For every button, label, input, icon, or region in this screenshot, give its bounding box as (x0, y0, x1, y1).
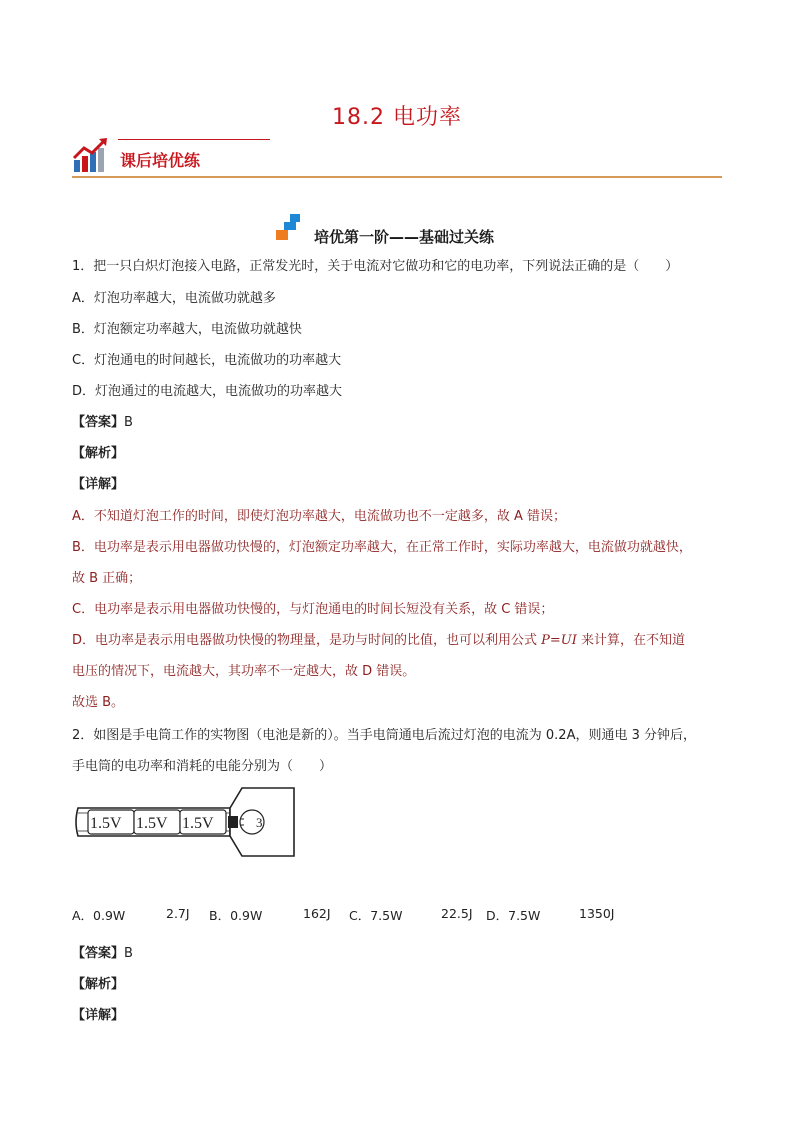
q1-option-b: B．灯泡额定功率越大，电流做功就越快 (72, 322, 302, 337)
q1-detail-d1: D．电功率是表示用电器做功快慢的物理量，是功与时间的比值，也可以利用公式 P=UI 来计算，在不知道 (72, 633, 686, 648)
q1-option-c: C．灯泡通电的时间越长，电流做功的功率越大 (72, 353, 342, 368)
q1-answer (72, 414, 133, 432)
section-banner (72, 134, 722, 180)
answer-value: B (124, 946, 133, 961)
page-title: 18.2 电功率 (332, 105, 462, 130)
cell-label-3: 1.5V (182, 815, 214, 832)
growth-chart-icon (72, 134, 112, 174)
formula: P=UI (541, 633, 577, 648)
answer-value: B (124, 415, 133, 430)
cell-label-1: 1.5V (90, 815, 122, 832)
answer-tag: 【答案】 (72, 946, 125, 961)
q2-analysis-tag: 【解析】 (72, 977, 125, 992)
q2-option-a: A．0.9W (72, 908, 126, 923)
q1-detail-c: C．电功率是表示用电器做功快慢的，与灯泡通电的时间长短没有关系，故 C 错误； (72, 602, 554, 617)
q1-detail-b2: 故 B 正确； (72, 571, 142, 586)
q2-stem-line2: 手电筒的电功率和消耗的电能分别为（ ） (72, 759, 333, 774)
q2-option-d: D．7.5W (486, 908, 541, 923)
banner-label: 课后培优练 (120, 151, 201, 170)
q1-conclusion: 故选 B。 (72, 695, 125, 710)
steps-icon (274, 214, 310, 242)
q2-option-b-value: 162J (303, 906, 331, 921)
q2-option-c-value: 22.5J (441, 906, 473, 921)
answer-tag: 【答案】 (72, 415, 125, 430)
q2-detail-tag: 【详解】 (72, 1008, 125, 1023)
banner-divider (72, 176, 722, 178)
q1-detail-b1: B．电功率是表示用电器做功快慢的，灯泡额定功率越大，在正常工作时，实际功率越大，电流做功就越快， (72, 540, 692, 555)
q2-stem-line1: 2．如图是手电筒工作的实物图（电池是新的）。当手电筒通电后流过灯泡的电流为 0.2A，则通电 3 分钟后， (72, 728, 697, 743)
q2-option-c: C．7.5W (349, 908, 403, 923)
flashlight-figure (72, 786, 302, 860)
q1-detail-tag: 【详解】 (72, 477, 125, 492)
q1-option-a: A．灯泡功率越大，电流做功就越多 (72, 291, 276, 306)
q1-stem: 1．把一只白炽灯泡接入电路，正常发光时，关于电流对它做功和它的电功率，下列说法正确的是（ ） (72, 259, 679, 274)
q2-option-b: B．0.9W (209, 908, 263, 923)
cell-label-2: 1.5V (136, 815, 168, 832)
q1-detail-a: A．不知道灯泡工作的时间，即使灯泡功率越大，电流做功也不一定越多，故 A 错误； (72, 509, 567, 524)
banner-top-line (118, 139, 270, 140)
bulb-label: 3 (256, 815, 263, 830)
q1-option-d: D．灯泡通过的电流越大，电流做功的功率越大 (72, 384, 343, 399)
q1-analysis-tag: 【解析】 (72, 446, 125, 461)
section-heading (0, 214, 794, 244)
q2-option-a-value: 2.7J (166, 906, 190, 921)
section-label: 培优第一阶——基础过关练 (314, 228, 495, 246)
q2-option-d-value: 1350J (579, 906, 615, 921)
q1-detail-d2: 电压的情况下，电流越大，其功率不一定越大，故 D 错误。 (72, 664, 416, 679)
q2-answer (72, 945, 133, 963)
